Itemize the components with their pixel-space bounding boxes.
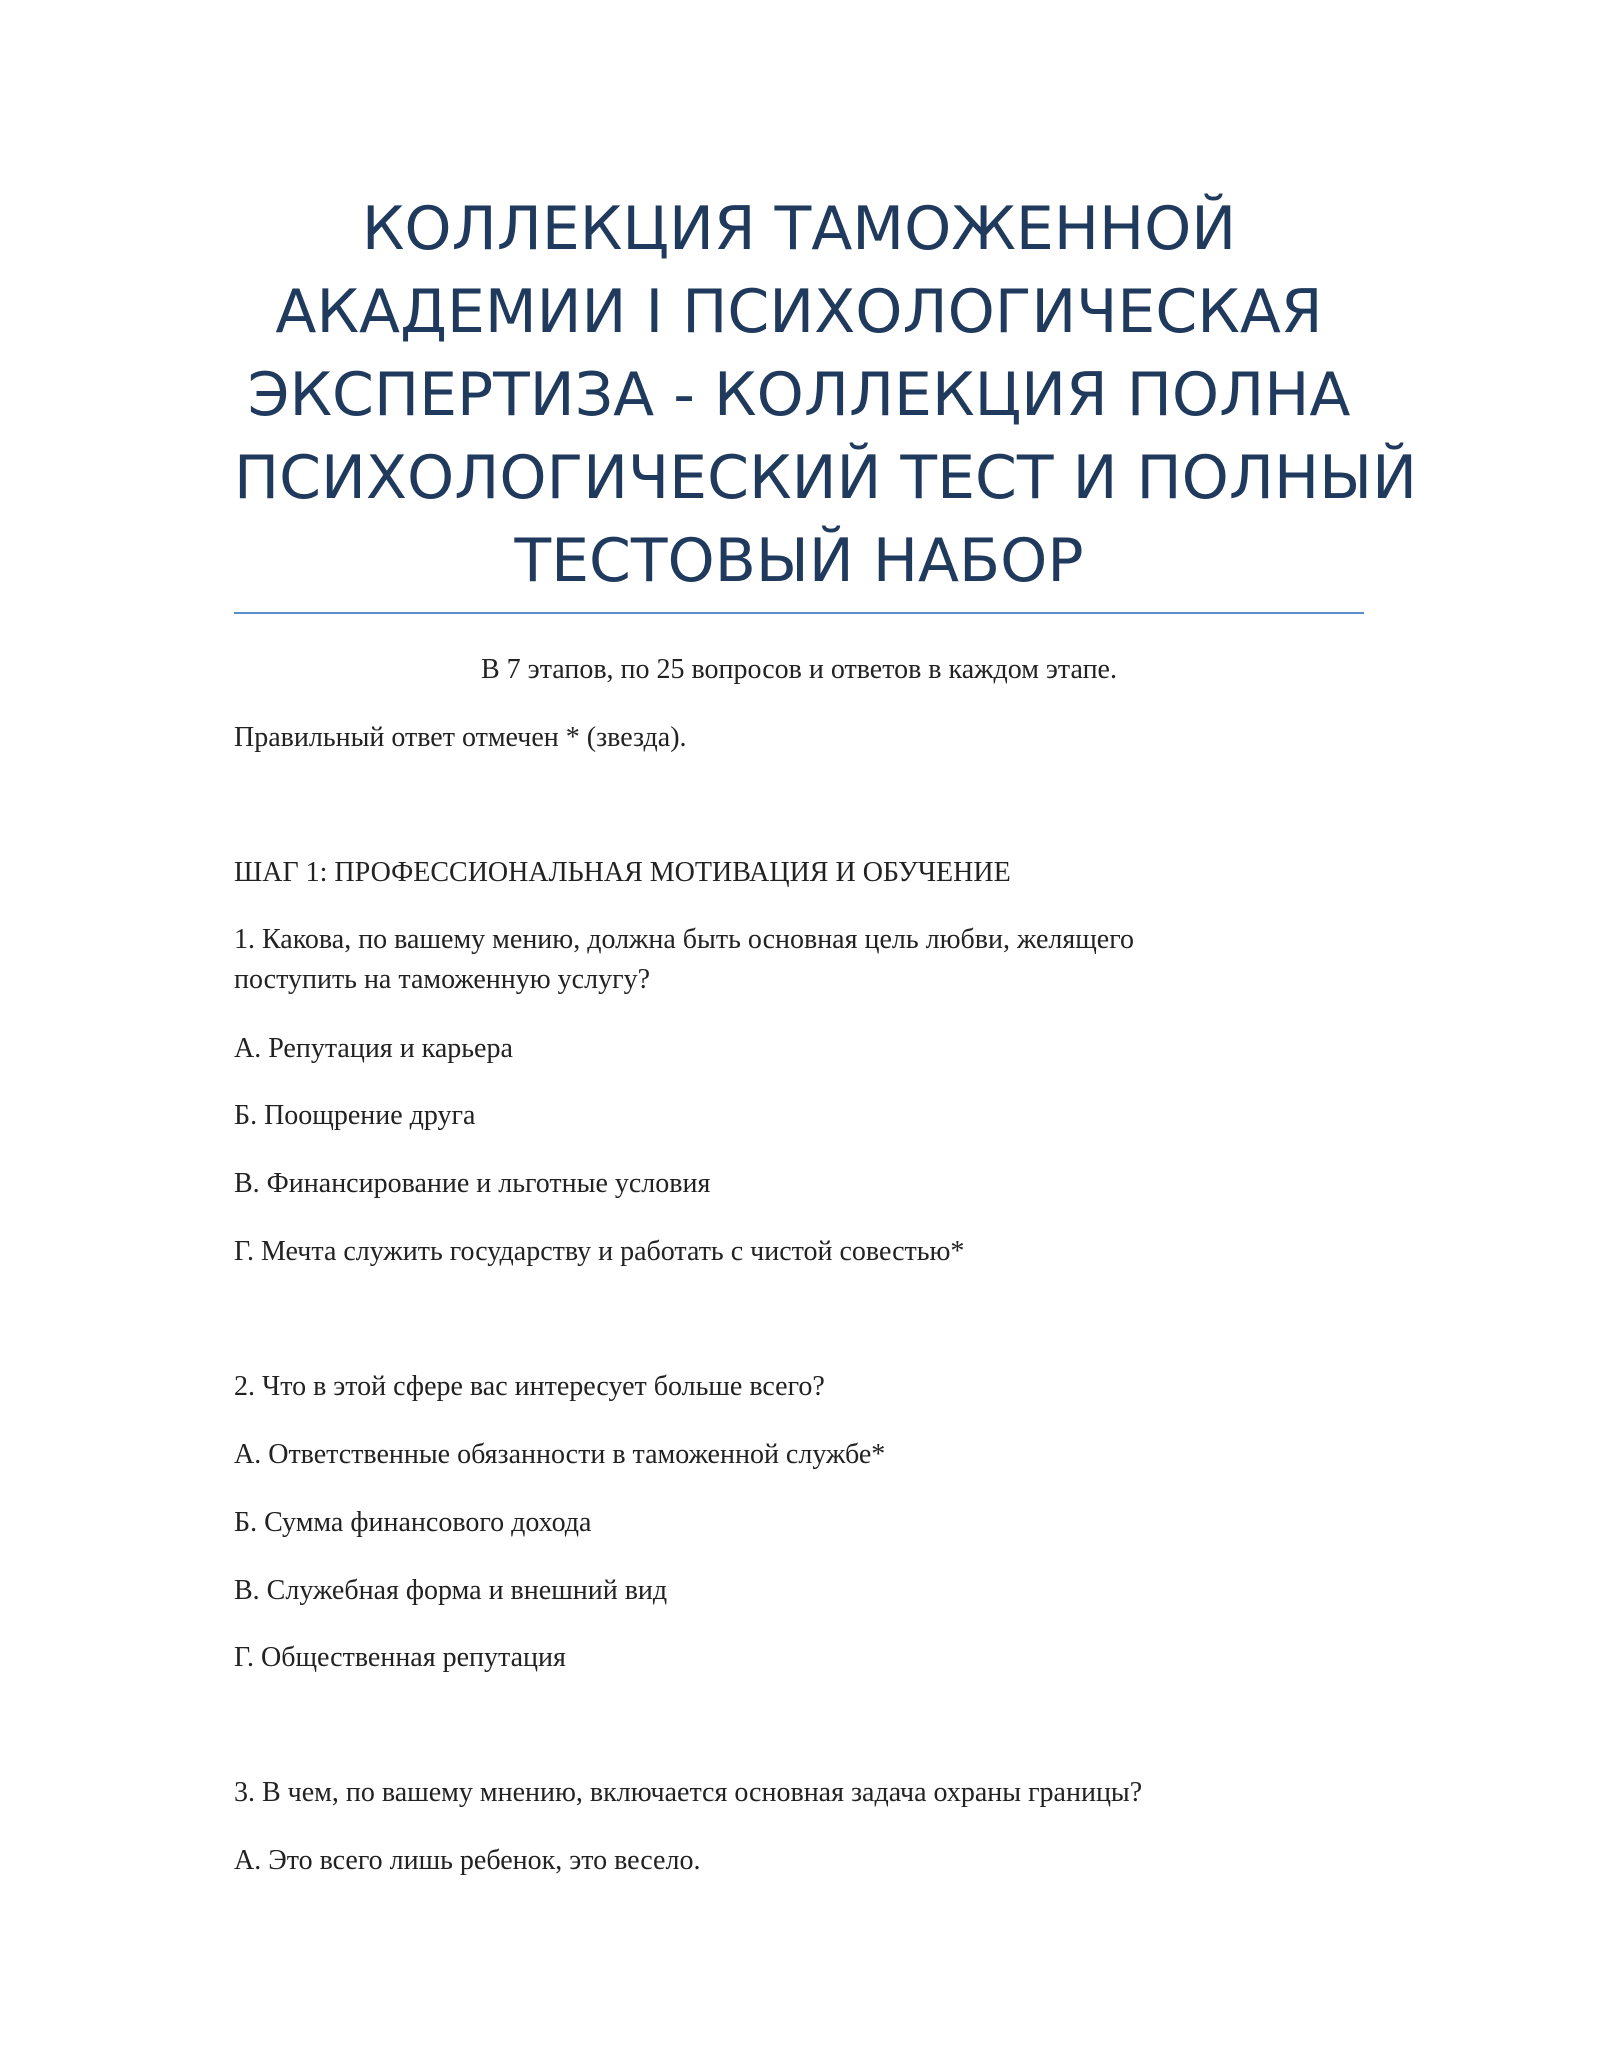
answer-option: В. Служебная форма и внешний вид [234, 1575, 668, 1606]
title-line: ПСИХОЛОГИЧЕСКИЙ ТЕСТ И ПОЛНЫЙ [234, 443, 1417, 513]
answer-option: Б. Поощрение друга [234, 1100, 476, 1131]
answer-option: А. Ответственные обязанности в таможенной службе* [234, 1439, 886, 1470]
title-line: ЭКСПЕРТИЗА - КОЛЛЕКЦИЯ ПОЛНА [247, 360, 1351, 430]
answer-option: А. Репутация и карьера [234, 1033, 513, 1064]
answer-option: В. Финансирование и льготные условия [234, 1168, 711, 1199]
document-title [234, 188, 1417, 603]
title-divider [234, 612, 1364, 614]
title-line: АКАДЕМИИ I ПСИХОЛОГИЧЕСКАЯ [275, 277, 1323, 347]
question-text: поступить на таможенную услугу? [234, 964, 650, 995]
question-text: 3. В чем, по вашему мнению, включается основная задача охраны границы? [234, 1777, 1143, 1808]
answer-option: Г. Мечта служить государству и работать с чистой совестью* [234, 1236, 965, 1267]
answer-option: Г. Общественная репутация [234, 1642, 566, 1673]
question-text: 1. Какова, по вашему мению, должна быть основная цель любви, желящего [234, 924, 1135, 955]
title-line: КОЛЛЕКЦИЯ ТАМОЖЕННОЙ [361, 194, 1237, 264]
note-text: Правильный ответ отмечен * (звезда). [234, 722, 687, 753]
intro-text: В 7 этапов, по 25 вопросов и ответов в каждом этапе. [481, 654, 1117, 685]
step-heading: ШАГ 1: ПРОФЕССИОНАЛЬНАЯ МОТИВАЦИЯ И ОБУЧЕНИЕ [234, 857, 1011, 888]
question-text: 2. Что в этой сфере вас интересует больше всего? [234, 1371, 825, 1402]
title-line: ТЕСТОВЫЙ НАБОР [514, 526, 1084, 596]
answer-option: Б. Сумма финансового дохода [234, 1507, 592, 1538]
answer-option: А. Это всего лишь ребенок, это весело. [234, 1845, 701, 1876]
